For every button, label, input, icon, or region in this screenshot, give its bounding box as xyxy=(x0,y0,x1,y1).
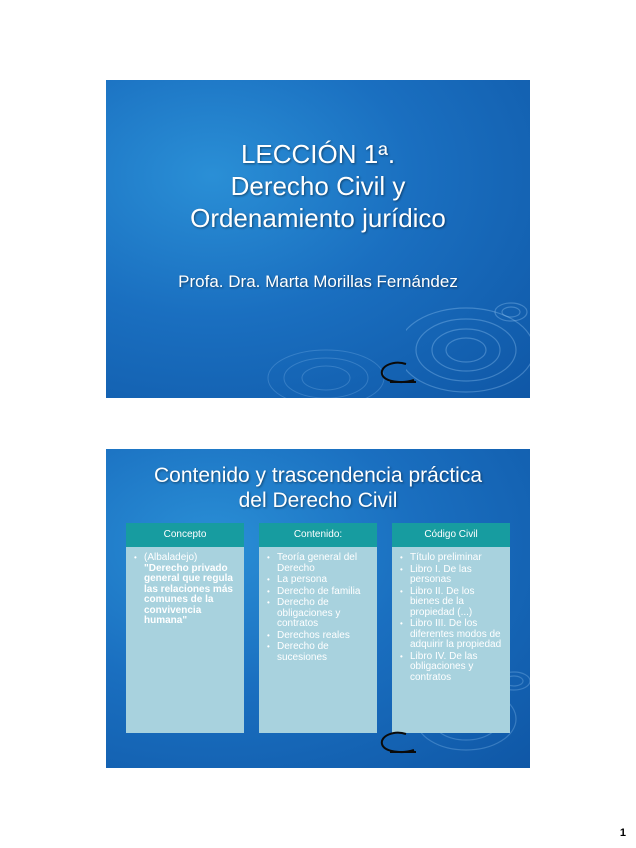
list-item: • Libro II. De los bienes de la propiedad (...) xyxy=(410,587,504,619)
slide-author: Profa. Dra. Marta Morillas Fernández xyxy=(178,272,458,291)
slide-title-line: del Derecho Civil xyxy=(238,489,398,512)
bullet-list xyxy=(398,553,504,683)
bullet-list xyxy=(265,553,371,663)
column-header: Contenido: xyxy=(259,523,377,547)
list-item: • Libro IV. De las obligaciones y contratos xyxy=(410,652,504,684)
concept-source: (Albaladejo) xyxy=(144,552,198,563)
contenido-column xyxy=(259,523,377,733)
title-slide xyxy=(106,80,530,398)
water-ripple-decoration xyxy=(406,280,530,398)
list-item: • Teoría general del Derecho xyxy=(277,553,371,574)
list-item: • La persona xyxy=(277,575,371,586)
list-item: • Libro III. De los diferentes modos de adquirir la propiedad xyxy=(410,619,504,651)
list-item: • Derecho de familia xyxy=(277,587,371,598)
list-item: • Derecho de sucesiones xyxy=(277,642,371,663)
swirl-icon xyxy=(376,728,420,758)
slide-title-line: Contenido y trascendencia práctica xyxy=(153,464,483,487)
list-item: • Derecho de obligaciones y contratos xyxy=(277,598,371,630)
column-body xyxy=(259,547,377,733)
slide-title xyxy=(106,463,530,513)
slide-title-line: Ordenamiento jurídico xyxy=(190,203,446,233)
concepto-column xyxy=(126,523,244,733)
bullet-list xyxy=(132,553,238,627)
slide-title-line: LECCIÓN 1ª. xyxy=(240,139,396,169)
slide-title-line: Derecho Civil y xyxy=(230,171,406,201)
slide-title xyxy=(106,138,530,234)
swirl-icon xyxy=(376,358,420,388)
list-item xyxy=(144,553,238,627)
page-number: 1 xyxy=(619,827,626,839)
content-slide xyxy=(106,449,530,768)
list-item: • Libro I. De las personas xyxy=(410,565,504,586)
codigo-civil-column xyxy=(392,523,510,733)
list-item: • Título preliminar xyxy=(410,553,504,564)
column-header: Código Civil xyxy=(392,523,510,547)
list-item: • Derechos reales xyxy=(277,631,371,642)
water-ripple-decoration xyxy=(266,320,386,398)
column-header: Concepto xyxy=(126,523,244,547)
column-body xyxy=(126,547,244,733)
concept-definition: "Derecho privado general que regula las relaciones más comunes de la convivencia humana" xyxy=(144,562,233,626)
column-body xyxy=(392,547,510,733)
